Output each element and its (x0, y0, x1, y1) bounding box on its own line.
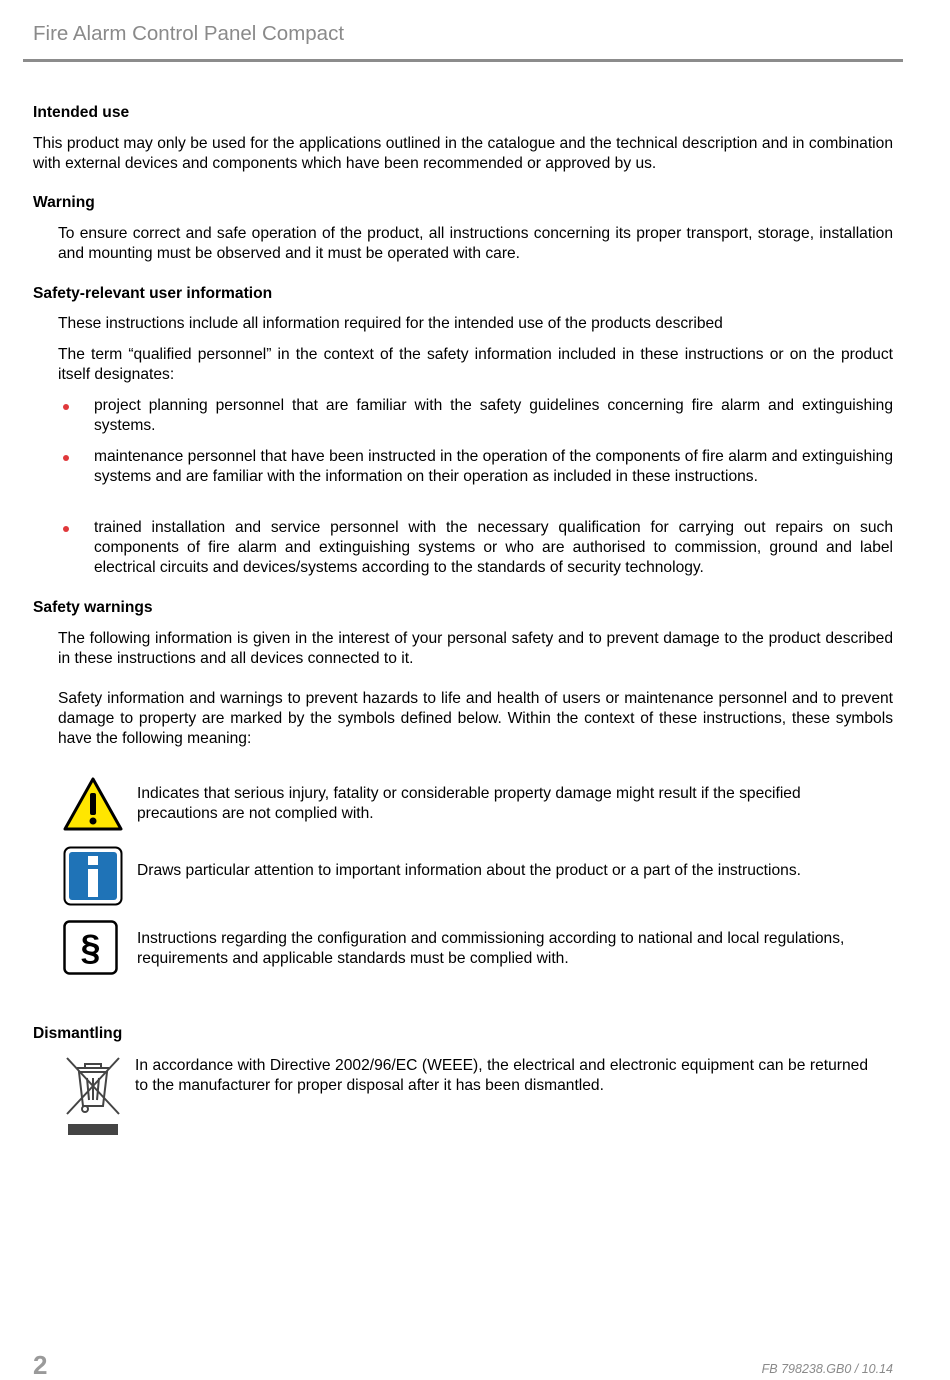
svg-text:§: § (80, 927, 101, 968)
bullet-marker (63, 404, 69, 410)
document-title: Fire Alarm Control Panel Compact (33, 22, 345, 45)
crossed-out-wheelie-bin-icon (63, 1054, 123, 1138)
bullet-marker (63, 526, 69, 532)
section-sign-icon (63, 920, 118, 975)
document-code: FB 798238.GB0 / 10.14 (761, 1362, 893, 1376)
intended-use-heading: Intended use (33, 104, 130, 121)
section-symbol-description: Instructions regarding the configuration and commissioning according to national and local regulations, requirements and applicable standards must be complied with. (137, 930, 845, 967)
safety-warnings-paragraph: The following information is given in the interest of your personal safety and to prevent damage to the product described in these instructions and all devices connected to it. (58, 630, 893, 667)
list-item: project planning personnel that are familiar with the safety guidelines concerning fire alarm and extinguishing systems. (94, 397, 893, 434)
info-symbol-description: Draws particular attention to important information about the product or a part of the instructions. (137, 862, 801, 879)
warning-text: To ensure correct and safe operation of the product, all instructions concerning its proper transport, storage, installation and mounting must be observed and it must be operated with care. (58, 225, 893, 262)
warning-heading: Warning (33, 194, 95, 211)
page-number: 2 (33, 1350, 48, 1380)
dismantling-text: In accordance with Directive 2002/96/EC (WEEE), the electrical and electronic equipment can be returned to the manufacturer for proper disposal after it has been dismantled. (135, 1057, 868, 1094)
header-divider (23, 59, 903, 62)
safety-info-paragraph: These instructions include all information required for the intended use of the products described (58, 315, 723, 332)
bullet-marker (63, 455, 69, 461)
symbols-intro-paragraph: Safety information and warnings to prevent hazards to life and health of users or maintenance personnel and to prevent damage to property are marked by the symbols defined below. Within the context of these instructions, these symbols have the following meaning: (58, 690, 893, 747)
dismantling-heading: Dismantling (33, 1025, 123, 1042)
list-item: maintenance personnel that have been instructed in the operation of the components of fire alarm and extinguishing systems and are familiar with the information on their operation as included in these instructions. (94, 448, 893, 485)
safety-warnings-heading: Safety warnings (33, 599, 153, 616)
warning-triangle-icon (62, 776, 124, 832)
warning-symbol-description: Indicates that serious injury, fatality or considerable property damage might result if the specified precautions are not complied with. (137, 785, 801, 822)
qualified-personnel-paragraph: The term “qualified personnel” in the context of the safety information included in these instructions or on the product itself designates: (58, 346, 893, 383)
intended-use-text: This product may only be used for the applications outlined in the catalogue and the technical description and in combination with external devices and components which have been recommended or approved by us. (33, 135, 893, 172)
list-item: trained installation and service personnel with the necessary qualification for carrying out repairs on such components of fire alarm and extinguishing systems or who are authorised to commission, ground and label electrical circuits and devices/systems according to the standards of security technology. (94, 519, 893, 576)
info-icon (63, 846, 123, 906)
safety-info-heading: Safety-relevant user information (33, 285, 273, 302)
